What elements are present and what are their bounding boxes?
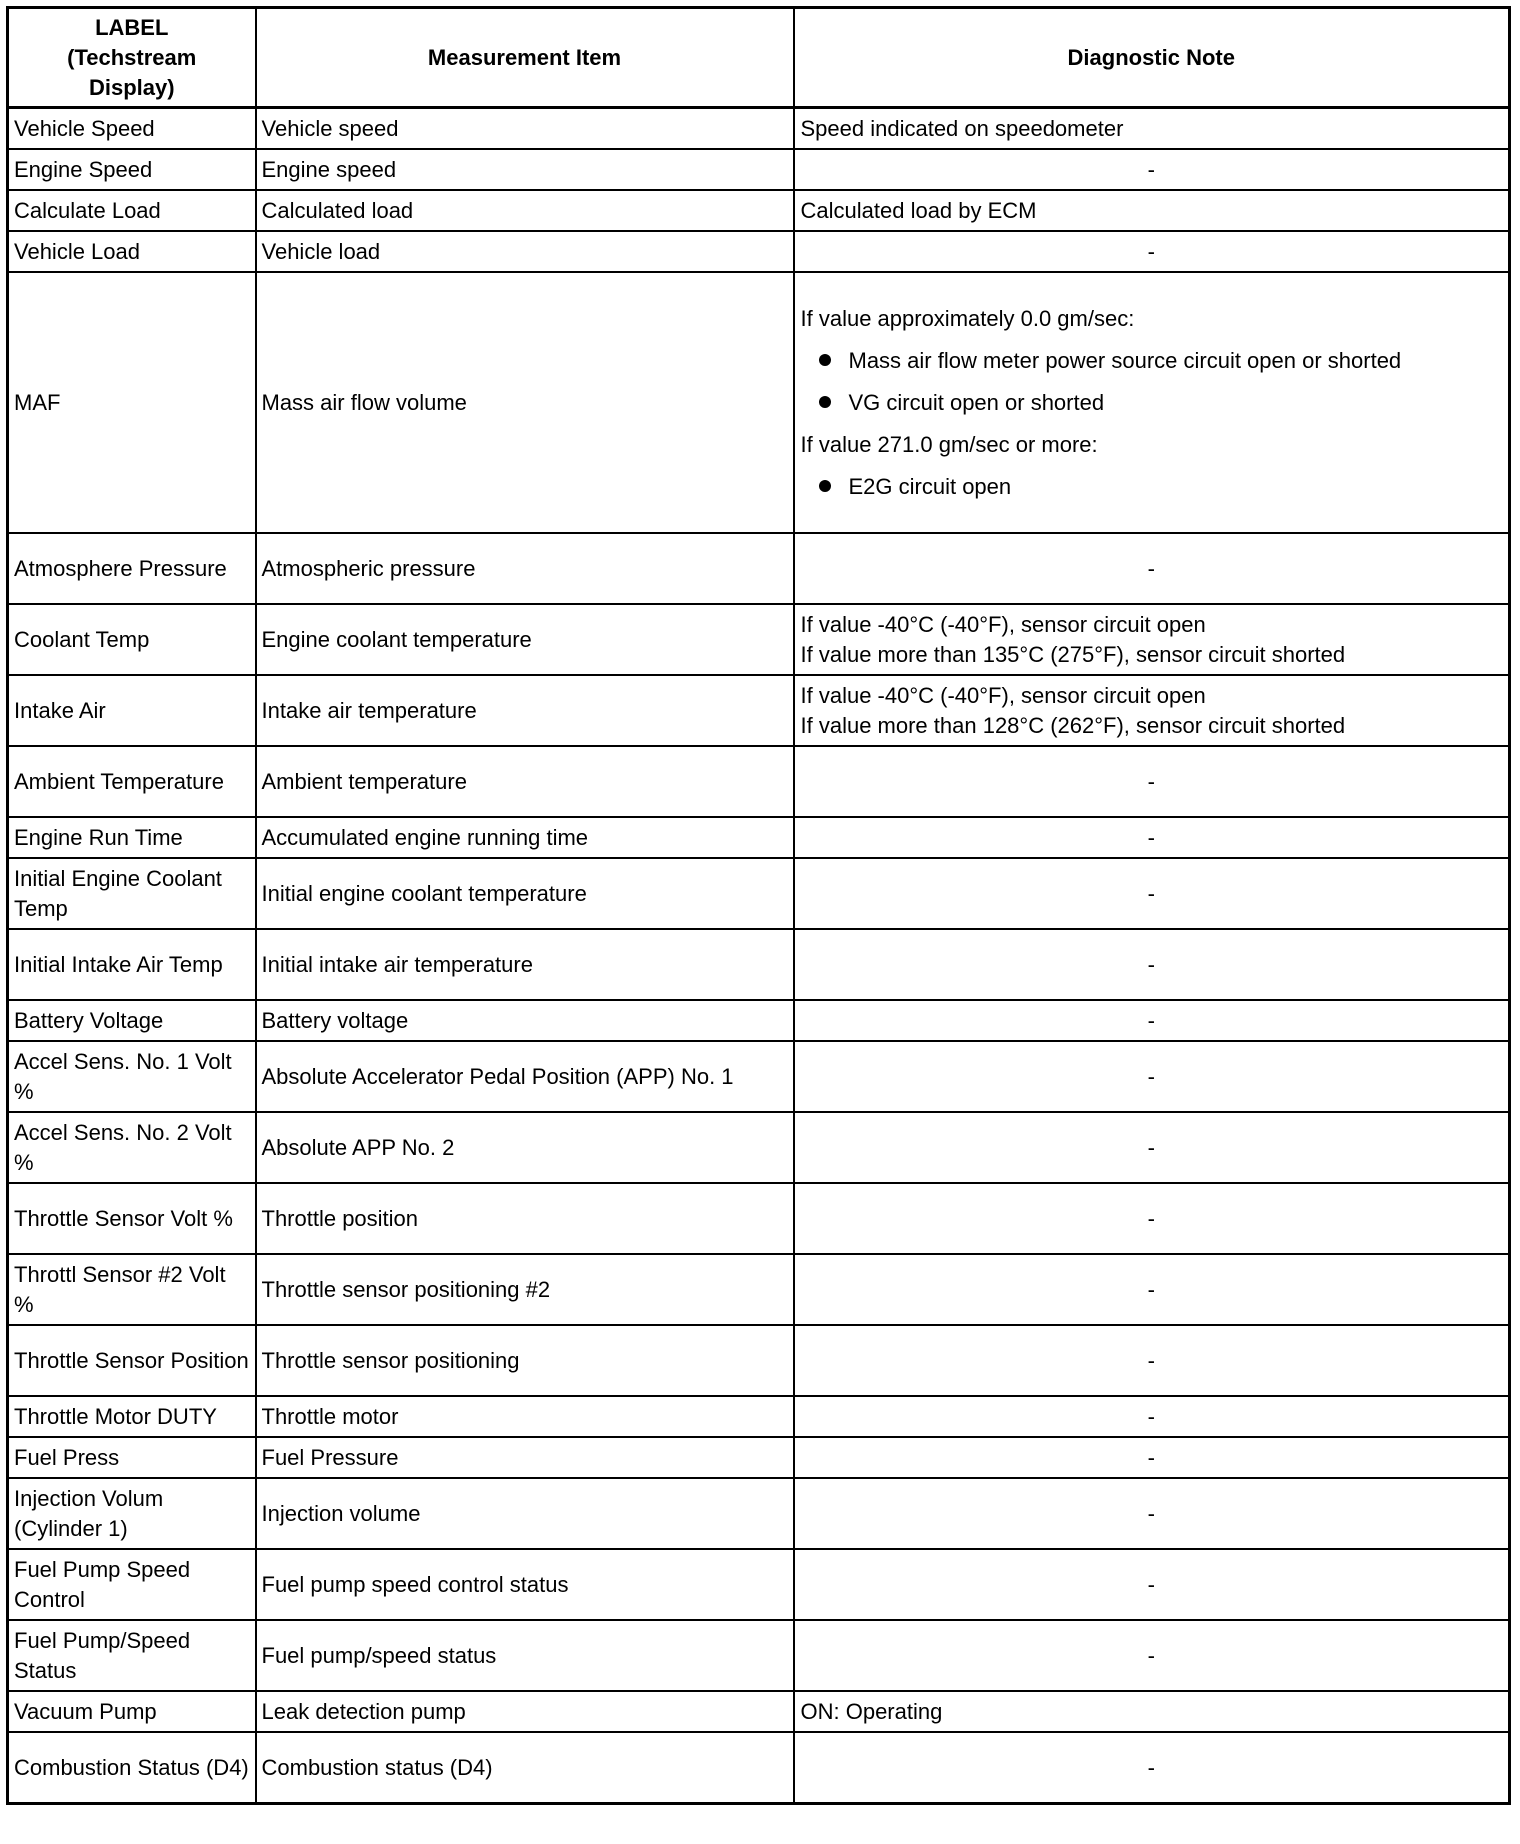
note-line: If value more than 135°C (275°F), sensor circuit shorted <box>800 641 1346 667</box>
cell-item: Throttle sensor positioning <box>256 1325 794 1396</box>
note-paragraph: If value 271.0 gm/sec or more: <box>800 431 1098 457</box>
cell-note <box>794 675 1510 746</box>
cell-item: Initial engine coolant temperature <box>256 858 794 929</box>
table-row <box>8 1325 1510 1396</box>
table-row <box>8 108 1510 150</box>
cell-item: Vehicle speed <box>256 108 794 150</box>
cell-label: Vehicle Load <box>8 231 256 272</box>
cell-item: Calculated load <box>256 190 794 231</box>
cell-note: - <box>794 1183 1510 1254</box>
cell-item: Leak detection pump <box>256 1691 794 1732</box>
header-label-line: Display) <box>88 74 175 100</box>
cell-label: Fuel Pump/Speed Status <box>8 1620 256 1691</box>
cell-label: Throttle Motor DUTY <box>8 1396 256 1437</box>
cell-note: Speed indicated on speedometer <box>794 108 1510 150</box>
cell-label: Vacuum Pump <box>8 1691 256 1732</box>
cell-note: - <box>794 1396 1510 1437</box>
table-row <box>8 817 1510 858</box>
cell-item: Absolute Accelerator Pedal Position (APP) No. 1 <box>256 1041 794 1112</box>
bullet-icon <box>819 354 831 366</box>
cell-item: Fuel pump speed control status <box>256 1549 794 1620</box>
cell-note: - <box>794 746 1510 817</box>
cell-item: Mass air flow volume <box>256 272 794 533</box>
cell-label: Accel Sens. No. 1 Volt % <box>8 1041 256 1112</box>
cell-label: Injection Volum (Cylinder 1) <box>8 1478 256 1549</box>
table-row <box>8 1183 1510 1254</box>
note-line: If value -40°C (-40°F), sensor circuit open <box>800 611 1206 637</box>
table-row <box>8 1396 1510 1437</box>
cell-label: Fuel Pump Speed Control <box>8 1549 256 1620</box>
cell-label: Throttle Sensor Volt % <box>8 1183 256 1254</box>
cell-label: Ambient Temperature <box>8 746 256 817</box>
cell-note: - <box>794 1437 1510 1478</box>
cell-note: - <box>794 1325 1510 1396</box>
cell-item: Throttle sensor positioning #2 <box>256 1254 794 1325</box>
table-row <box>8 231 1510 272</box>
cell-label: Battery Voltage <box>8 1000 256 1041</box>
cell-note: - <box>794 1732 1510 1804</box>
table-row <box>8 604 1510 675</box>
note-line: If value -40°C (-40°F), sensor circuit open <box>800 682 1206 708</box>
table-row <box>8 1041 1510 1112</box>
cell-note: - <box>794 1478 1510 1549</box>
cell-label: Engine Speed <box>8 149 256 190</box>
cell-item: Initial intake air temperature <box>256 929 794 1000</box>
table-row <box>8 858 1510 929</box>
table-row <box>8 929 1510 1000</box>
table-row <box>8 533 1510 604</box>
table-row <box>8 1254 1510 1325</box>
cell-label: Initial Engine Coolant Temp <box>8 858 256 929</box>
cell-item: Engine speed <box>256 149 794 190</box>
note-bullet <box>801 388 1504 418</box>
cell-label: Vehicle Speed <box>8 108 256 150</box>
cell-label: Engine Run Time <box>8 817 256 858</box>
cell-note: - <box>794 1041 1510 1112</box>
table-row <box>8 1000 1510 1041</box>
cell-note: - <box>794 1112 1510 1183</box>
cell-note: - <box>794 1620 1510 1691</box>
cell-note: - <box>794 1000 1510 1041</box>
cell-item: Vehicle load <box>256 231 794 272</box>
table-row <box>8 1620 1510 1691</box>
cell-item: Injection volume <box>256 1478 794 1549</box>
table-row <box>8 746 1510 817</box>
table-row <box>8 1549 1510 1620</box>
cell-label: Fuel Press <box>8 1437 256 1478</box>
cell-note <box>794 604 1510 675</box>
note-bullet <box>801 346 1504 376</box>
cell-label: MAF <box>8 272 256 533</box>
bullet-icon <box>819 480 831 492</box>
header-label-line: LABEL <box>95 14 169 40</box>
header-label-line: (Techstream <box>67 44 197 70</box>
cell-note: - <box>794 149 1510 190</box>
cell-note: - <box>794 231 1510 272</box>
cell-item: Fuel pump/speed status <box>256 1620 794 1691</box>
cell-note: - <box>794 929 1510 1000</box>
cell-note <box>794 272 1510 533</box>
cell-label: Combustion Status (D4) <box>8 1732 256 1804</box>
cell-item: Combustion status (D4) <box>256 1732 794 1804</box>
cell-note: - <box>794 817 1510 858</box>
data-list-table <box>6 6 1511 1805</box>
cell-label: Accel Sens. No. 2 Volt % <box>8 1112 256 1183</box>
cell-label: Coolant Temp <box>8 604 256 675</box>
cell-item: Engine coolant temperature <box>256 604 794 675</box>
cell-item: Battery voltage <box>256 1000 794 1041</box>
cell-label: Atmosphere Pressure <box>8 533 256 604</box>
cell-item: Atmospheric pressure <box>256 533 794 604</box>
table-row-maf <box>8 272 1510 533</box>
cell-item: Ambient temperature <box>256 746 794 817</box>
header-row <box>8 8 1510 108</box>
note-bullet-text: E2G circuit open <box>848 473 1012 499</box>
header-label <box>8 8 256 108</box>
note-line: If value more than 128°C (262°F), sensor circuit shorted <box>800 712 1346 738</box>
cell-item: Fuel Pressure <box>256 1437 794 1478</box>
cell-note: - <box>794 1254 1510 1325</box>
table-row <box>8 675 1510 746</box>
cell-item: Intake air temperature <box>256 675 794 746</box>
cell-label: Throttl Sensor #2 Volt % <box>8 1254 256 1325</box>
table-row <box>8 1478 1510 1549</box>
cell-label: Initial Intake Air Temp <box>8 929 256 1000</box>
note-paragraph: If value approximately 0.0 gm/sec: <box>800 305 1135 331</box>
cell-label: Intake Air <box>8 675 256 746</box>
table-row <box>8 1691 1510 1732</box>
cell-item: Throttle motor <box>256 1396 794 1437</box>
cell-item: Throttle position <box>256 1183 794 1254</box>
cell-note: - <box>794 858 1510 929</box>
header-diagnostic-note: Diagnostic Note <box>794 8 1510 108</box>
cell-item: Absolute APP No. 2 <box>256 1112 794 1183</box>
cell-note: Calculated load by ECM <box>794 190 1510 231</box>
cell-note: - <box>794 533 1510 604</box>
note-bullet-text: Mass air flow meter power source circuit open or shorted <box>848 347 1402 373</box>
table-row <box>8 1112 1510 1183</box>
bullet-icon <box>819 396 831 408</box>
cell-label: Calculate Load <box>8 190 256 231</box>
note-bullet <box>801 472 1504 502</box>
cell-note: - <box>794 1549 1510 1620</box>
header-measurement-item: Measurement Item <box>256 8 794 108</box>
table-row <box>8 149 1510 190</box>
cell-label: Throttle Sensor Position <box>8 1325 256 1396</box>
cell-item: Accumulated engine running time <box>256 817 794 858</box>
table-row <box>8 1732 1510 1804</box>
cell-note: ON: Operating <box>794 1691 1510 1732</box>
note-bullet-text: VG circuit open or shorted <box>848 389 1105 415</box>
table-row <box>8 1437 1510 1478</box>
table-row <box>8 190 1510 231</box>
